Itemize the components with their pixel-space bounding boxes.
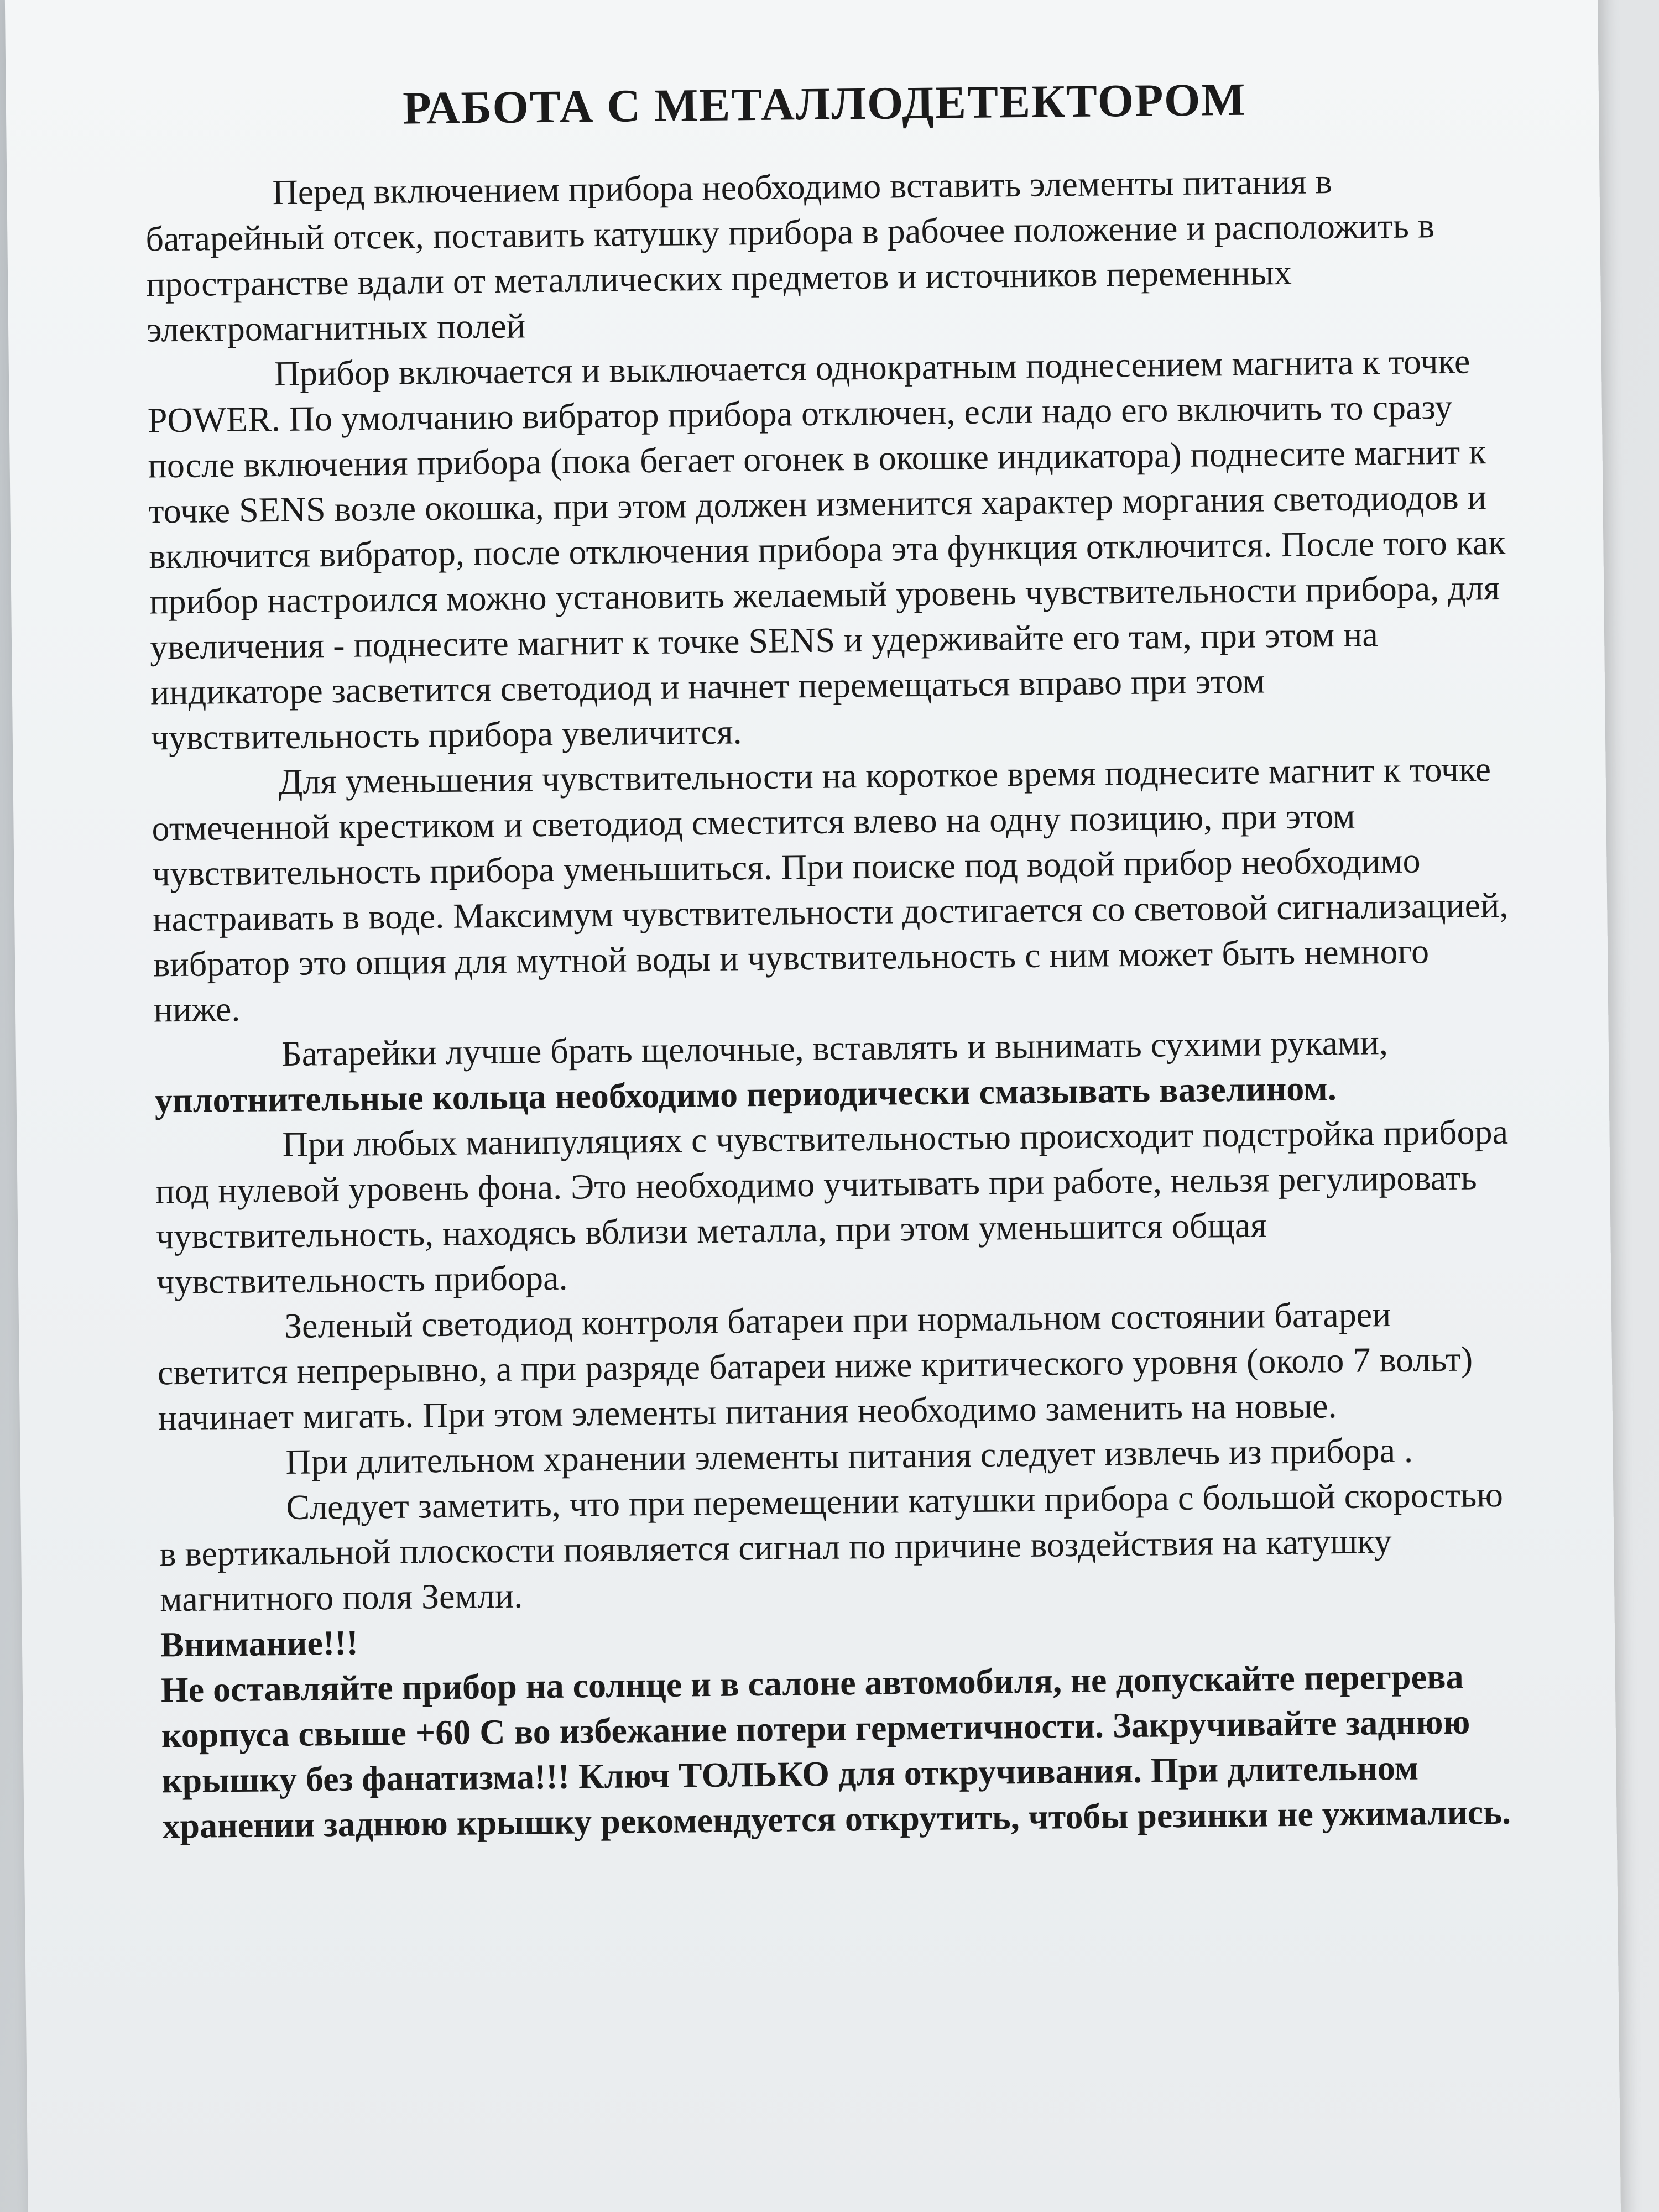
paragraph-background-tuning: При любых манипуляциях с чувствительностью происходит подстройка прибора под нулевой уровень фона. Это необходимо учитывать при работе, нельзя регулировать чувствительность, находясь вблизи металла, при этом уменьшится общая чувствительность прибора. [155,1112,1509,1302]
document-title: РАБОТА С МЕТАЛЛОДЕТЕКТОРОМ [402,74,1247,134]
document-body [144,70,1522,1849]
paragraph-batteries [154,1019,1515,1124]
batteries-text: Батарейки лучше брать щелочные, вставлять и вынимать сухими руками, [281,1022,1389,1074]
paragraph-sensitivity-decrease: Для уменьшения чувствительности на короткое время поднесите магнит к точке отмеченной крестиком и светодиод сместится влево на одну позицию, при этом чувствительность прибора уменьшиться. При поиске под водой прибор необходимо настраивать в воде. Максимум чувствительности достигается со световой сигнализацией, вибратор это опция для мутной воды и чувствительность с ним может быть немного ниже. [152,749,1509,1030]
paragraph-battery-led: Зеленый светодиод контроля батареи при нормальном состоянии батареи светится непрерывно, а при разряде батареи ниже критического уровня (около 7 вольт) начинает мигать. При этом элементы питания необходимо заменить на новые. [157,1295,1473,1438]
paragraph-earth-field: Следует заметить, что при перемещении катушки прибора с большой скоростью в вертикальной плоскости появляется сигнал по причине воздействия на катушку магнитного поля Земли. [159,1474,1504,1619]
warning-heading: Внимание!!! [160,1623,359,1665]
paragraph-intro: Перед включением прибора необходимо вставить элементы питания в батарейный отсек, поставить катушку прибора в рабочее положение и расположить в пространстве вдали от металлических предметов и источников переменных электромагнитных полей [145,161,1435,349]
warning-text: Не оставляйте прибор на солнце и в салоне автомобиля, не допускайте перегрева корпуса свыше +60 С во избежание потери герметичности. Закручивайте заднюю крышку без фанатизма!!! Ключ ТОЛЬКО для откручивания. При длительном хранении заднюю крышку рекомендуется открутить, чтобы резинки не ужимались. [160,1656,1511,1846]
paragraph-power-and-sens: Прибор включается и выключается однократным поднесением магнита к точке POWER. По умолчанию вибратор прибора отключен, если надо его включить то сразу после включения прибора (пока бегает огонек в окошке индикатора) поднесите магнит к точке SENS возле окошка, при этом должен изменится характер моргания светодиодов и включится вибратор, после отключения прибора эта функция отключится. После того как прибор настроился можно установить желаемый уровень чувствительности прибора, для увеличения - поднесите магнит к точке SENS и удерживайте его там, при этом на индикаторе засветится светодиод и начнет перемещаться вправо при этом чувствительность прибора увеличится. [147,341,1506,758]
batteries-bold-note: уплотнительные кольца необходимо периодически смазывать вазелином. [154,1068,1337,1120]
paper-sheet [5,0,1621,2212]
paragraph-storage: При длительном хранении элементы питания следует извлечь из прибора . [285,1430,1413,1482]
